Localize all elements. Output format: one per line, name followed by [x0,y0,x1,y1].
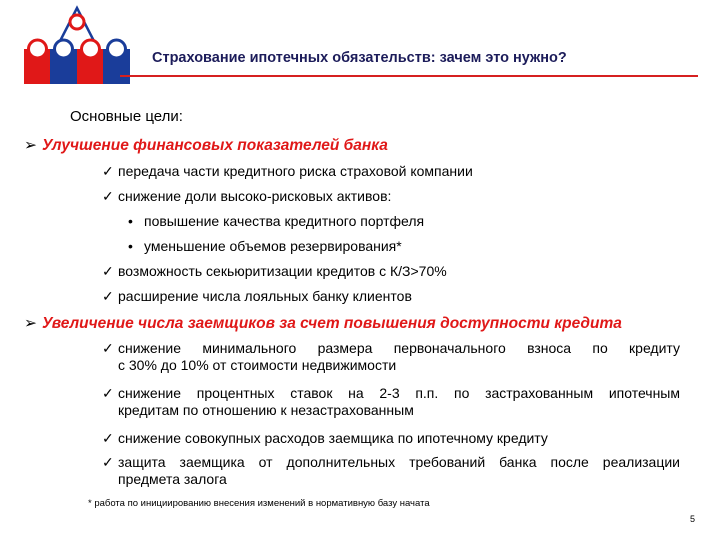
checkmark-icon: ✓ [102,454,114,470]
dot-bullet-icon: • [128,238,133,254]
list-item: ✓ снижение процентных ставок на 2-3 п.п. по застрахованным ипотечным кредитам по отношению к незастрахованным [102,385,680,418]
list-item: ✓ снижение минимального размера первоначального взноса по кредиту с 30% до 10% от стоимости недвижимости [102,340,680,373]
dot-bullet-icon: • [128,213,133,229]
arrow-bullet-icon: ➢ [24,315,37,332]
checkmark-icon: ✓ [102,163,114,179]
title-divider [120,75,698,77]
list-item: ✓ снижение совокупных расходов заемщика по ипотечному кредиту [102,430,548,446]
list-item: ✓ расширение числа лояльных банку клиентов [102,288,412,304]
footnote: * работа по инициированию внесения изменений в нормативную базу начата [88,498,430,509]
checkmark-icon: ✓ [102,430,114,446]
checkmark-icon: ✓ [102,385,114,401]
goals-label: Основные цели: [70,108,183,125]
section-heading-1 [24,136,388,155]
section-heading-2 [24,314,622,333]
list-item: ✓ возможность секьюритизации кредитов с К/З>70% [102,263,447,279]
list-item: ✓ защита заемщика от дополнительных требований банка после реализации предмета залога [102,454,680,487]
page-number: 5 [690,514,696,524]
checkmark-icon: ✓ [102,188,114,204]
checkmark-icon: ✓ [102,340,114,356]
list-item: ✓ передача части кредитного риска страховой компании [102,163,473,179]
section-heading-text: Увеличение числа заемщиков за счет повышения доступности кредита [42,315,622,332]
checkmark-icon: ✓ [102,288,114,304]
arrow-bullet-icon: ➢ [24,137,37,154]
section-heading-text: Улучшение финансовых показателей банка [42,137,388,154]
sub-list-item: • повышение качества кредитного портфеля [128,213,425,229]
logo [22,4,132,84]
sub-list-item: • уменьшение объемов резервирования* [128,238,402,254]
checkmark-icon: ✓ [102,263,114,279]
list-item: ✓ снижение доли высоко-рисковых активов: [102,188,392,204]
page-title: Страхование ипотечных обязательств: зачем это нужно? [152,50,567,66]
